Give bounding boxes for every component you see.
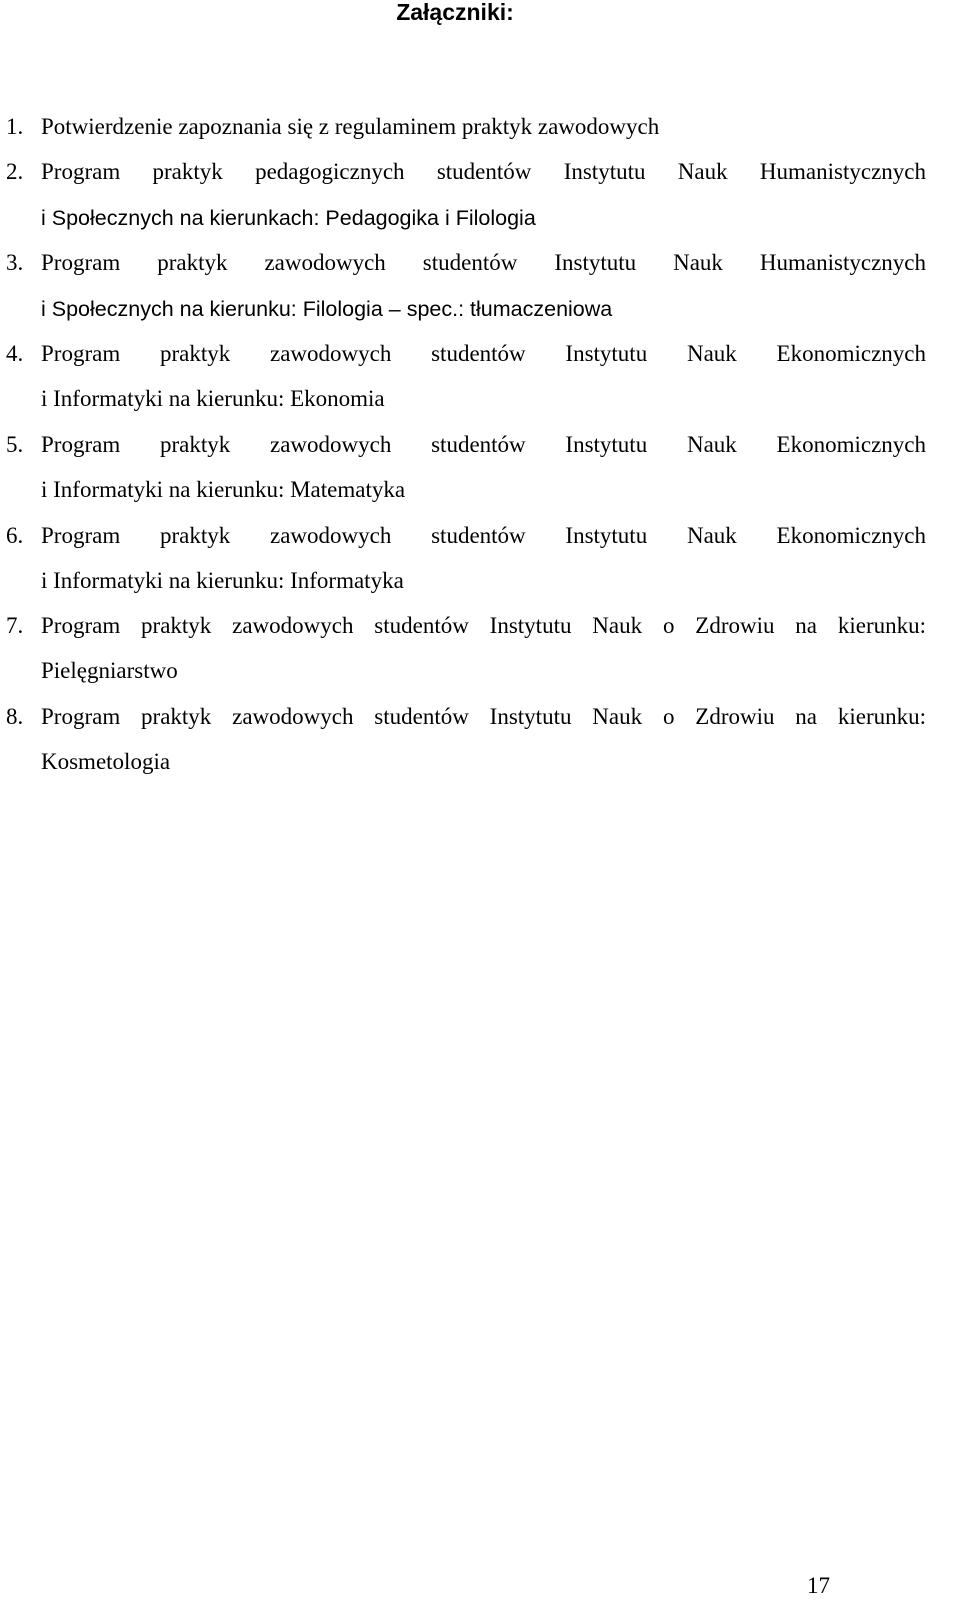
page-title: Załączniki: xyxy=(396,0,514,25)
item-number: 5. xyxy=(6,432,24,457)
item-number: 2. xyxy=(6,159,24,184)
item-number: 3. xyxy=(6,250,24,275)
item-number: 8. xyxy=(6,704,24,729)
item-number: 1. xyxy=(6,114,24,139)
item-text: i Informatyki na kierunku: Matematyka xyxy=(41,477,406,502)
item-text: Program praktyk zawodowych studentów Instytutu Nauk Humanistycznych xyxy=(41,250,926,275)
item-text: Program praktyk pedagogicznych studentów Instytutu Nauk Humanistycznych xyxy=(41,159,926,184)
item-text: i Społecznych na kierunkach: Pedagogika i Filologia xyxy=(41,206,536,230)
item-text: Program praktyk zawodowych studentów Instytutu Nauk o Zdrowiu na kierunku: xyxy=(41,704,926,729)
item-number: 4. xyxy=(6,341,24,366)
item-text: Program praktyk zawodowych studentów Instytutu Nauk o Zdrowiu na kierunku: xyxy=(41,613,926,638)
item-text: i Społecznych na kierunku: Filologia – spec.: tłumaczeniowa xyxy=(41,297,613,321)
item-text: Program praktyk zawodowych studentów Instytutu Nauk Ekonomicznych xyxy=(41,432,926,457)
page-number: 17 xyxy=(807,1573,830,1598)
item-text: i Informatyki na kierunku: Ekonomia xyxy=(41,386,385,411)
item-text: Pielęgniarstwo xyxy=(41,658,178,683)
item-text: i Informatyki na kierunku: Informatyka xyxy=(41,568,404,593)
item-text: Program praktyk zawodowych studentów Instytutu Nauk Ekonomicznych xyxy=(41,341,926,366)
item-number: 7. xyxy=(6,613,24,638)
item-number: 6. xyxy=(6,523,24,548)
item-text: Potwierdzenie zapoznania się z regulaminem praktyk zawodowych xyxy=(41,114,660,139)
item-text: Program praktyk zawodowych studentów Instytutu Nauk Ekonomicznych xyxy=(41,523,926,548)
item-text: Kosmetologia xyxy=(41,749,171,774)
